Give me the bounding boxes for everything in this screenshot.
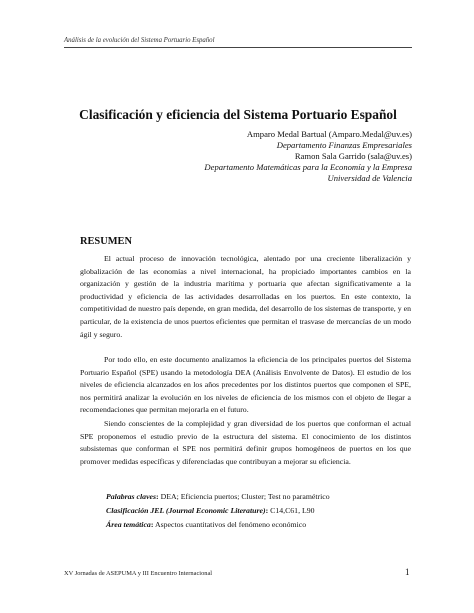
abstract-paragraph-1: El actual proceso de innovación tecnológica, alentado por una creciente liberalización y globalización de las economías a nivel internacional, ha propiciado importantes cambios en la organización y gestión de la industria marítima y portuaria que afectan significativamente a la productividad y eficiencia de las actividades desarrolladas en los puertos. En este contexto, la competitividad de nuestro país depende, en gran medida, del desarrollo de los sistemas de transporte, y en particular, de la existencia de unos puertos eficientes que permitan el trasvase de mercancías de un modo ágil y seguro.: [80, 254, 411, 339]
keywords-label: Palabras claves: [106, 492, 157, 501]
author-affiliation-2: Departamento Matemáticas para la Economía y la Empresa: [204, 162, 412, 173]
keywords-block: [106, 490, 330, 533]
header-divider: [64, 47, 412, 48]
jel-value: C14,C61, L90: [270, 506, 315, 516]
author-university: Universidad de Valencia: [327, 173, 412, 184]
abstract-heading: RESUMEN: [80, 236, 132, 247]
paper-title: Clasificación y eficiencia del Sistema Portuario Español: [79, 107, 397, 122]
keywords-line: Palabras claves: DEA; Eficiencia puertos; Cluster; Test no paramétrico: [106, 492, 330, 501]
area-value: Aspectos cuantitativos del fenómeno económico: [154, 520, 307, 530]
author-affiliation-1: Departamento Finanzas Empresariales: [276, 140, 412, 151]
jel-label: Clasificación JEL (Journal Economic Literature): [106, 506, 266, 516]
keywords-value: DEA; Eficiencia puertos; Cluster; Test no paramétrico: [160, 492, 330, 501]
abstract-paragraph-2: Por todo ello, en este documento analizamos la eficiencia de los principales puertos del Sistema Portuario Español (SPE) usando la metodología DEA (Análisis Envolvente de Datos). El estudio de los niveles de eficiencia alcanzados en los años precedentes por los distintos puertos que componen el SPE, nos permitirá analizar la evolución en los niveles de eficiencia de los mismos con el objeto de llegar a recomendaciones que permitan mejorarla en el futuro.: [80, 355, 411, 415]
author-name-2: Ramon Sala Garrido (sala@uv.es): [294, 151, 412, 162]
author-block: [204, 129, 412, 184]
footer-conference: XV Jornadas de ASEPUMA y III Encuentro Internacional: [64, 570, 213, 577]
jel-line: Clasificación JEL (Journal Economic Literature): C14,C61, L90: [106, 506, 315, 516]
page-number: 1: [405, 567, 410, 577]
author-name-1: Amparo Medal Bartual (Amparo.Medal@uv.es): [246, 129, 412, 139]
running-header: Análisis de la evolución del Sistema Portuario Español: [64, 37, 215, 44]
abstract-paragraph-3: Siendo conscientes de la complejidad y gran diversidad de los puertos que conforman el actual SPE proponemos el estudio previo de la estructura del sistema. El conocimiento de los distintos subsistemas que conforman el SPE nos permitirá definir grupos homogéneos de puertos en los que promover medidas específicas y diferenciadas que contribuyan a mejorar su eficiencia.: [80, 419, 411, 466]
area-label: Área temática: [106, 520, 151, 530]
area-line: Área temática: Aspectos cuantitativos del fenómeno económico: [106, 520, 307, 530]
